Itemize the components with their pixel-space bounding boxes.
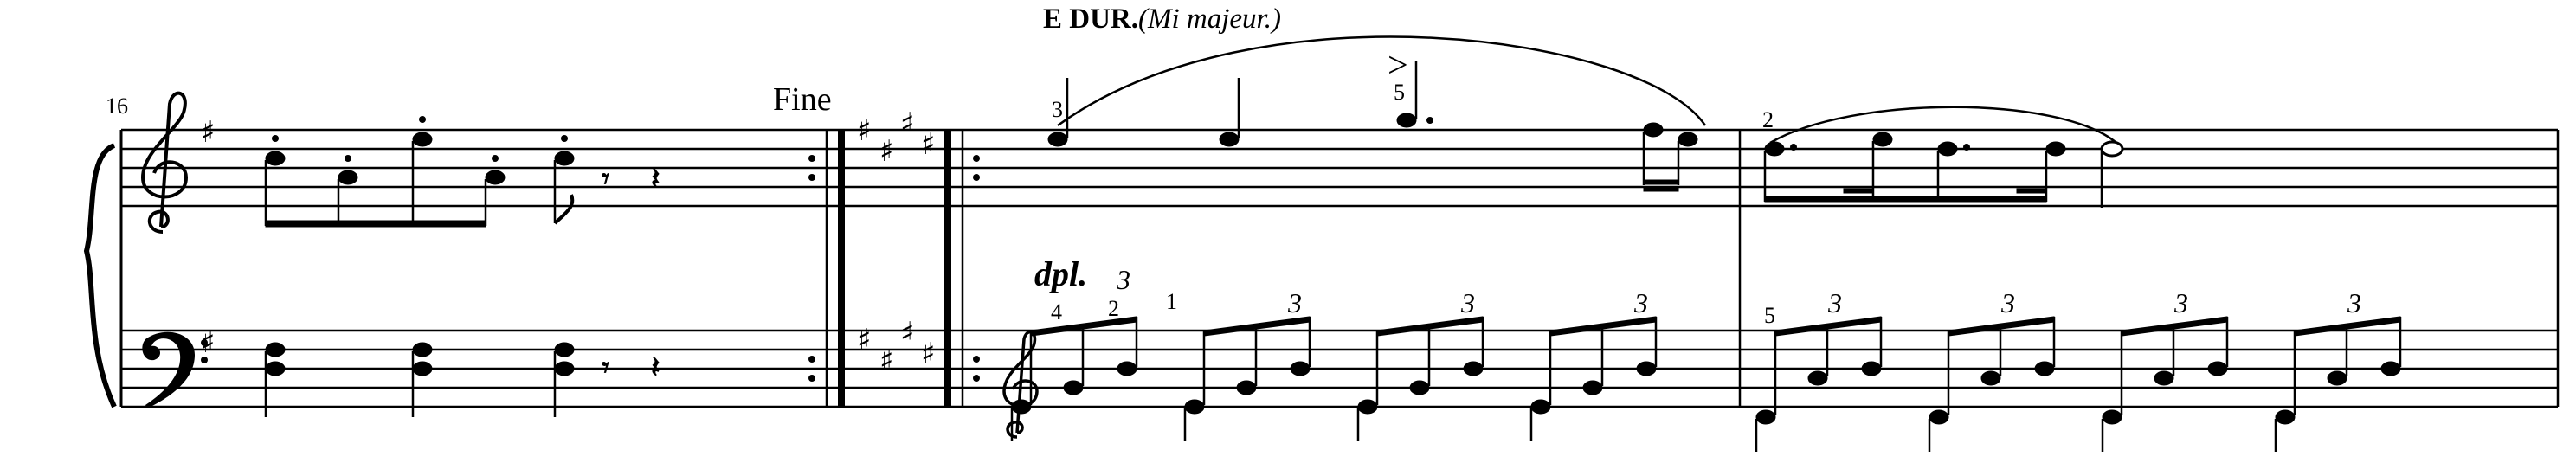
note-head bbox=[2276, 410, 2295, 424]
fingering: 2 bbox=[1108, 296, 1119, 321]
note-head bbox=[1637, 362, 1656, 376]
tuplet-number: 3 bbox=[1288, 287, 1302, 318]
note-head bbox=[1808, 371, 1827, 385]
note-head bbox=[1531, 400, 1550, 414]
treble-measure-emaj-2 bbox=[1765, 107, 2122, 208]
tuplet-number: 3 bbox=[2001, 287, 2015, 318]
note-head bbox=[2328, 371, 2347, 385]
fingering: 4 bbox=[1051, 299, 1062, 325]
note-head bbox=[1291, 362, 1310, 376]
dynamic-marking: dpl. bbox=[1034, 254, 1088, 293]
svg-text:♯: ♯ bbox=[857, 113, 872, 148]
svg-text:♯: ♯ bbox=[921, 127, 936, 162]
note-head bbox=[1929, 410, 1948, 424]
note-head bbox=[1981, 371, 2000, 385]
note-head bbox=[2103, 410, 2122, 424]
repeat-dots bbox=[808, 155, 980, 382]
svg-text:♯: ♯ bbox=[201, 325, 216, 360]
note-head bbox=[2154, 371, 2174, 385]
fingering: 5 bbox=[1394, 80, 1405, 105]
note-head bbox=[2381, 362, 2400, 376]
svg-text:♯: ♯ bbox=[879, 344, 894, 378]
tuplet-number: 3 bbox=[1828, 287, 1842, 318]
svg-text:♯: ♯ bbox=[921, 337, 936, 371]
svg-text:♯: ♯ bbox=[900, 316, 915, 350]
svg-text:♯: ♯ bbox=[879, 134, 894, 169]
note-head bbox=[2208, 362, 2227, 376]
treble-clef bbox=[143, 93, 186, 232]
key-signature bbox=[201, 106, 935, 378]
key-title: E DUR. bbox=[1043, 3, 1139, 35]
svg-text:𝄽: 𝄽 bbox=[651, 162, 660, 196]
tuplet-number: 3 bbox=[2174, 287, 2188, 318]
svg-text:𝄾: 𝄾 bbox=[602, 350, 610, 385]
fingering: 2 bbox=[1762, 107, 1774, 132]
fingering: 3 bbox=[1052, 97, 1063, 122]
bass-staff bbox=[121, 331, 2558, 407]
note-head bbox=[1237, 381, 1256, 395]
treble-clef-2 bbox=[1004, 332, 1037, 437]
svg-text:♯: ♯ bbox=[900, 106, 915, 141]
svg-text:♯: ♯ bbox=[201, 115, 216, 150]
svg-text:𝄽: 𝄽 bbox=[651, 350, 660, 385]
note-head bbox=[1410, 381, 1429, 395]
note-head bbox=[1583, 381, 1602, 395]
bass-clef bbox=[142, 332, 208, 408]
note-head bbox=[1185, 400, 1204, 414]
tuplet-number: 3 bbox=[2347, 287, 2361, 318]
tuplet-number: 3 bbox=[1634, 287, 1648, 318]
note-head bbox=[1358, 400, 1377, 414]
tuplet-number: 3 bbox=[1461, 287, 1475, 318]
grand-staff-brace bbox=[87, 145, 114, 407]
note-head bbox=[1012, 400, 1031, 414]
treble-measure-16 bbox=[266, 117, 660, 228]
note-head bbox=[1064, 381, 1083, 395]
fingering: 1 bbox=[1166, 289, 1177, 314]
bass-triplets bbox=[1012, 317, 2400, 452]
note-head bbox=[1464, 362, 1483, 376]
fine-marking: Fine bbox=[773, 81, 832, 118]
note-head bbox=[2035, 362, 2054, 376]
svg-text:♯: ♯ bbox=[857, 323, 872, 357]
key-subtitle: (Mi majeur.) bbox=[1138, 3, 1281, 35]
note-head bbox=[1862, 362, 1881, 376]
svg-text:𝄾: 𝄾 bbox=[602, 162, 610, 196]
accent-mark: > bbox=[1388, 46, 1408, 86]
measure-number: 16 bbox=[106, 93, 128, 119]
tuplet-number: 3 bbox=[1117, 264, 1130, 295]
note-head bbox=[1117, 362, 1137, 376]
fingering: 5 bbox=[1764, 303, 1775, 328]
note-head bbox=[1756, 410, 1775, 424]
